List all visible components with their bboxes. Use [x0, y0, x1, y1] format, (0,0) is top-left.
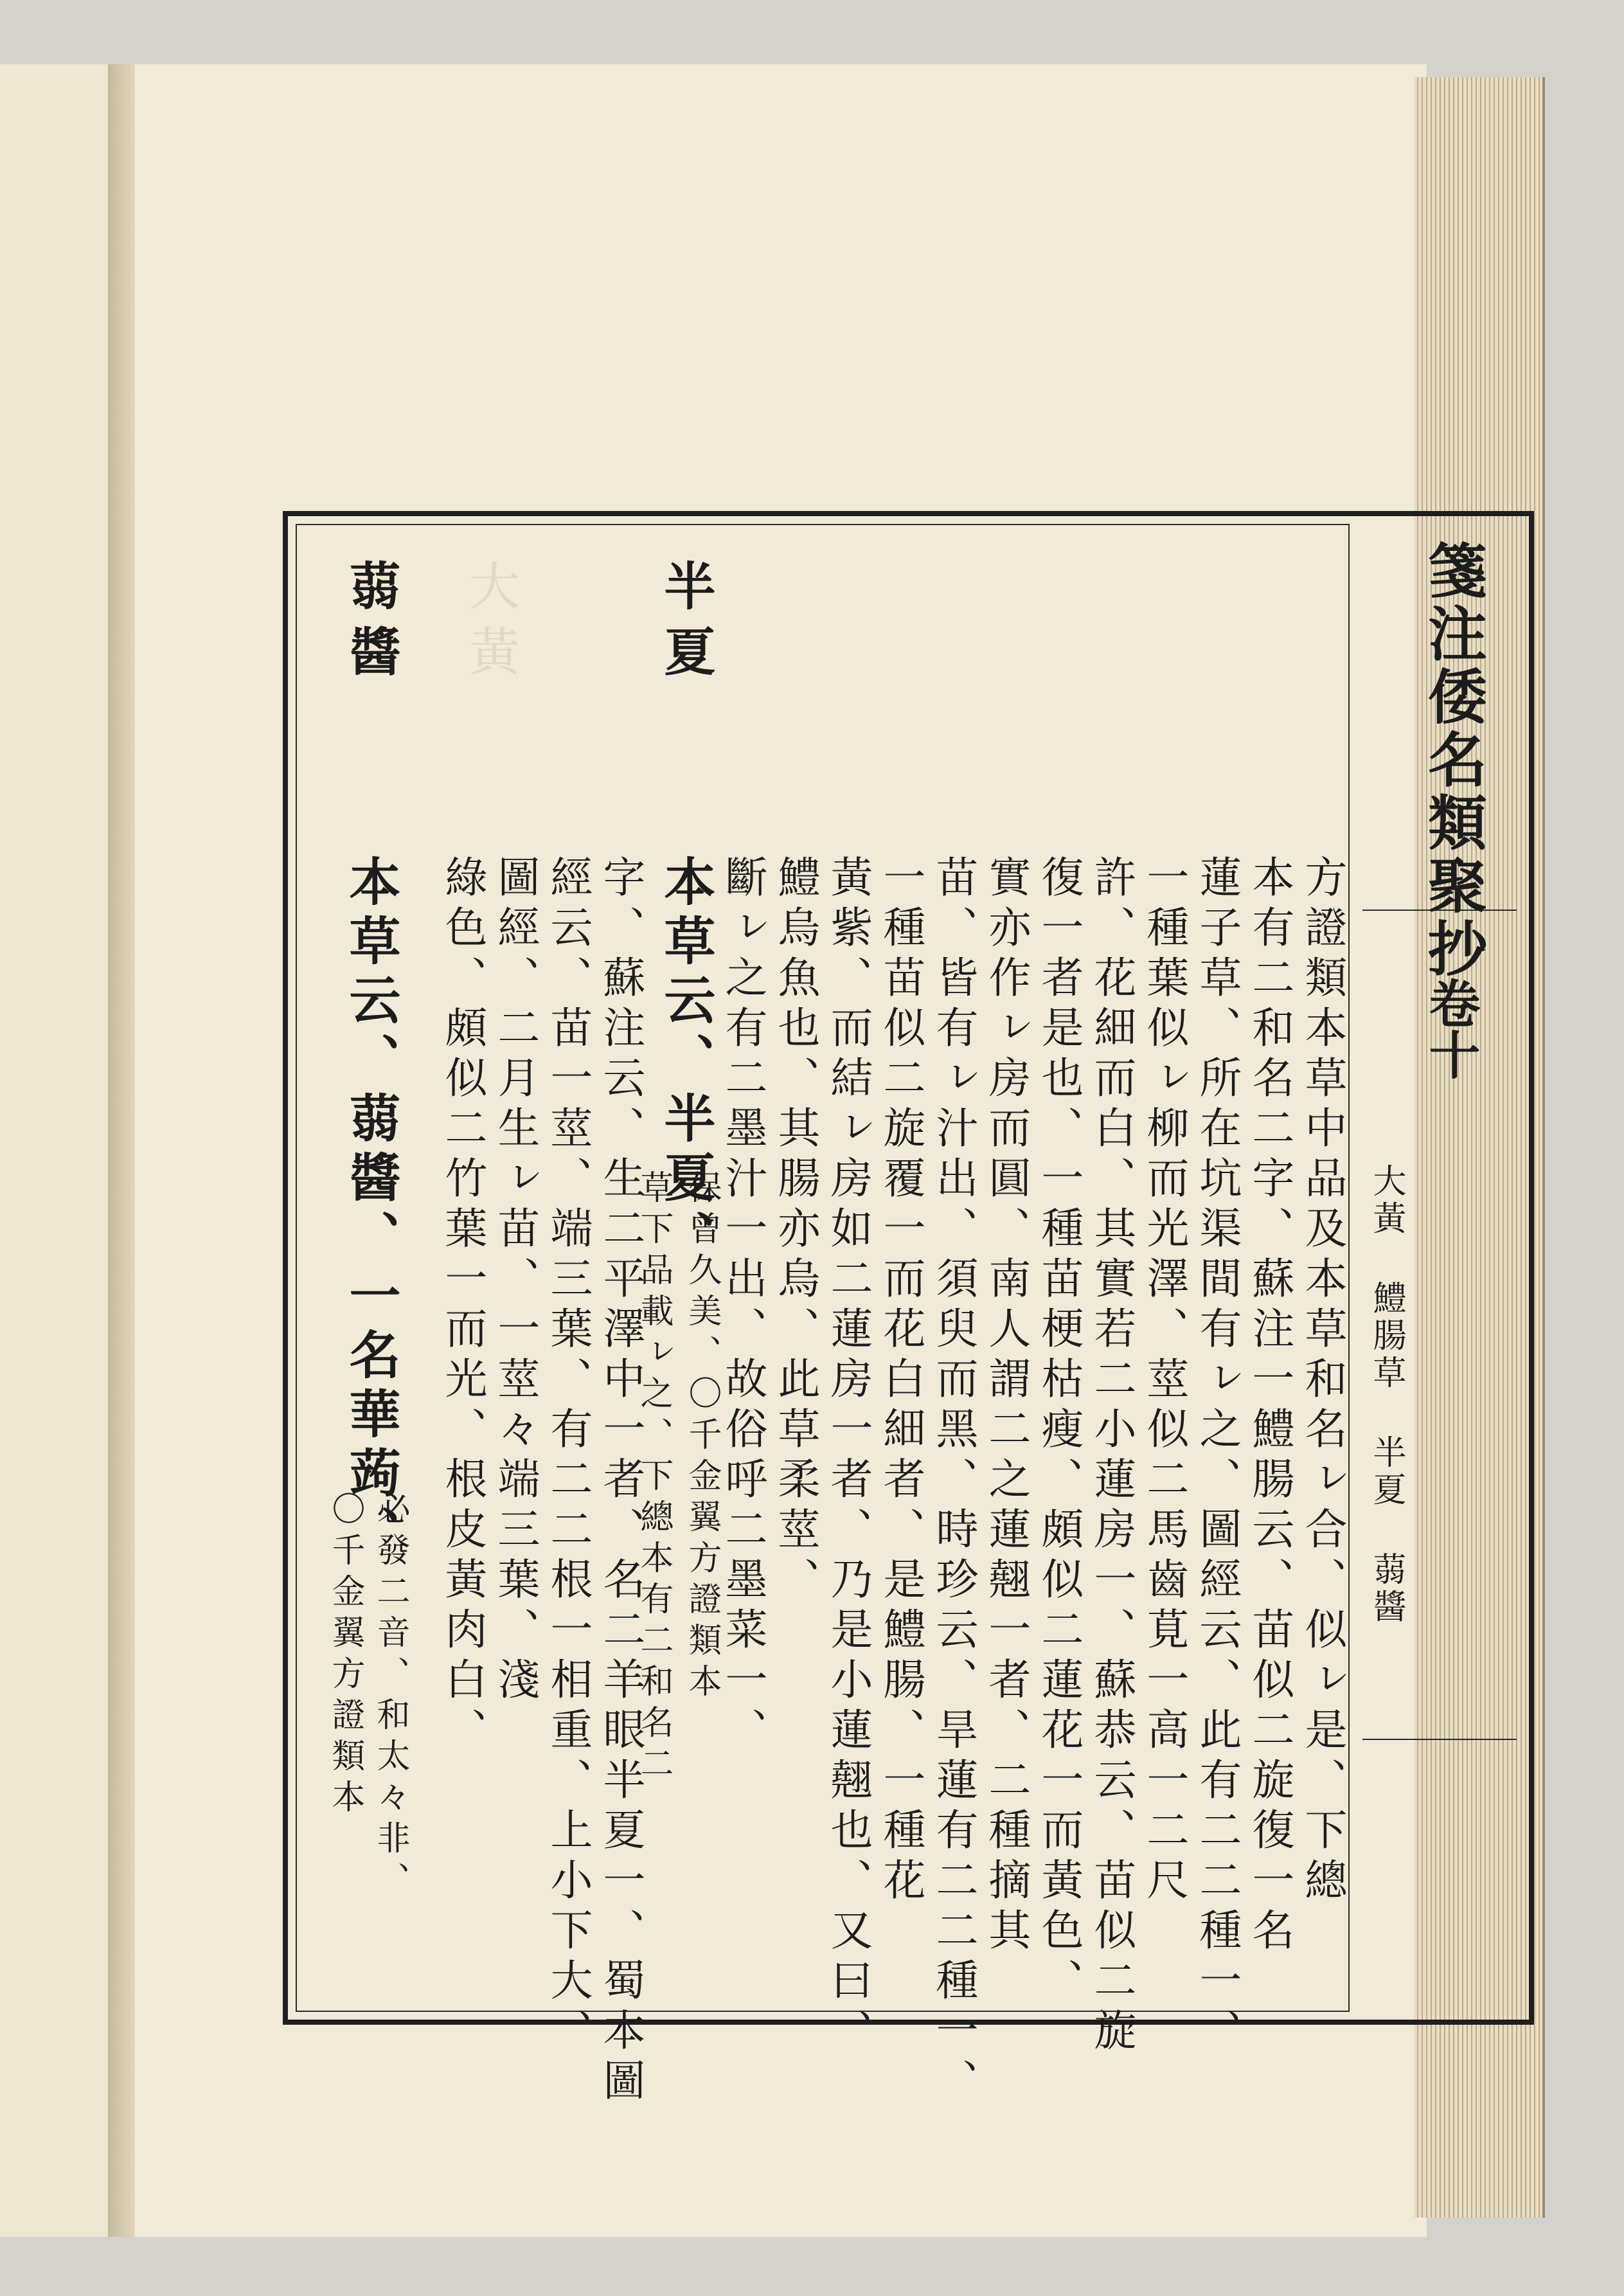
annotation: 必發二音、和太々非、 — [371, 1491, 409, 1903]
heading-jakusho: 蒻醬 — [341, 559, 401, 690]
text-column: 一種葉似ㇾ柳而光澤、莖似二馬齒莧一高一二尺 — [1139, 855, 1189, 1908]
bleed-through-text: 大黃 — [460, 559, 520, 690]
text-column: 苗、皆有ㇾ汁出、須臾而黑、時珍云、旱蓮有二二種一、 — [929, 855, 978, 2108]
entry-index: 大黃 鱧腸草 半夏 蒻醬 — [1367, 1163, 1405, 1626]
text-column: 實亦作ㇾ房而圓、南人謂二之蓮翹一者、二種摘其 — [981, 855, 1031, 1958]
text-column: 圖經、二月生ㇾ苗、一莖々端三葉、淺 — [490, 855, 540, 1707]
text-column: 黃紫、而結ㇾ房如二蓮房一者、乃是小蓮翹也、又曰、 — [823, 855, 873, 2058]
text-column: 經云、苗一莖、端三葉、有二二根一相重、上小下大、 — [543, 855, 593, 2058]
text-column: 〇千金翼方證類本 — [326, 1491, 364, 1820]
entry-lead: 本草云、蒻醬、一名華蒟、 — [341, 855, 401, 1565]
margin-rule-bottom — [1362, 1739, 1517, 1740]
annotation: 草下品載ㇾ之、下總本有二和名二 — [634, 1170, 673, 1787]
volume-number: 卷十 — [1420, 977, 1481, 1080]
text-column: 一種苗似二旋覆一而花白細者、是鱧腸、一種花 — [876, 855, 925, 1908]
book-title: 箋注倭名類聚抄 — [1418, 540, 1488, 981]
text-column: 許、花細而白、其實若二小蓮房一、蘇恭云、苗似二旋 — [1087, 855, 1136, 2058]
text-column: 斷ㇾ之有二墨汁一出、故俗呼二墨菜一、 — [718, 855, 767, 1757]
left-page — [0, 64, 110, 2237]
text-column: 方證類本草中品及本草和名ㇾ合、似ㇾ是、下總 — [1298, 855, 1347, 1908]
text-column: 鱧烏魚也、其腸亦烏、此草柔莖、 — [771, 855, 820, 1607]
text-column: 復一者是也、一種苗梗枯瘦、頗似二蓮花一而黃色、 — [1034, 855, 1084, 2008]
text-column: 綠色、頗似二竹葉一而光、根皮黃肉白、 — [438, 855, 487, 1757]
annotation: 保曾久美、〇千金翼方證類本 — [683, 1170, 721, 1705]
text-column: 字、蘇注云、生二平澤中一者、名二羊眼半夏一、蜀本圖 — [596, 855, 645, 2108]
entry-lead: 本草云、半夏、 — [656, 855, 716, 1269]
heading-hange: 半夏 — [656, 559, 716, 690]
text-column: 蓮子草、所在坑渠間有ㇾ之、圖經云、此有二二種一、 — [1192, 855, 1242, 2058]
text-column: 本有二和名二字、蘇注一鱧腸云、苗似二旋復一名 — [1245, 855, 1294, 1958]
